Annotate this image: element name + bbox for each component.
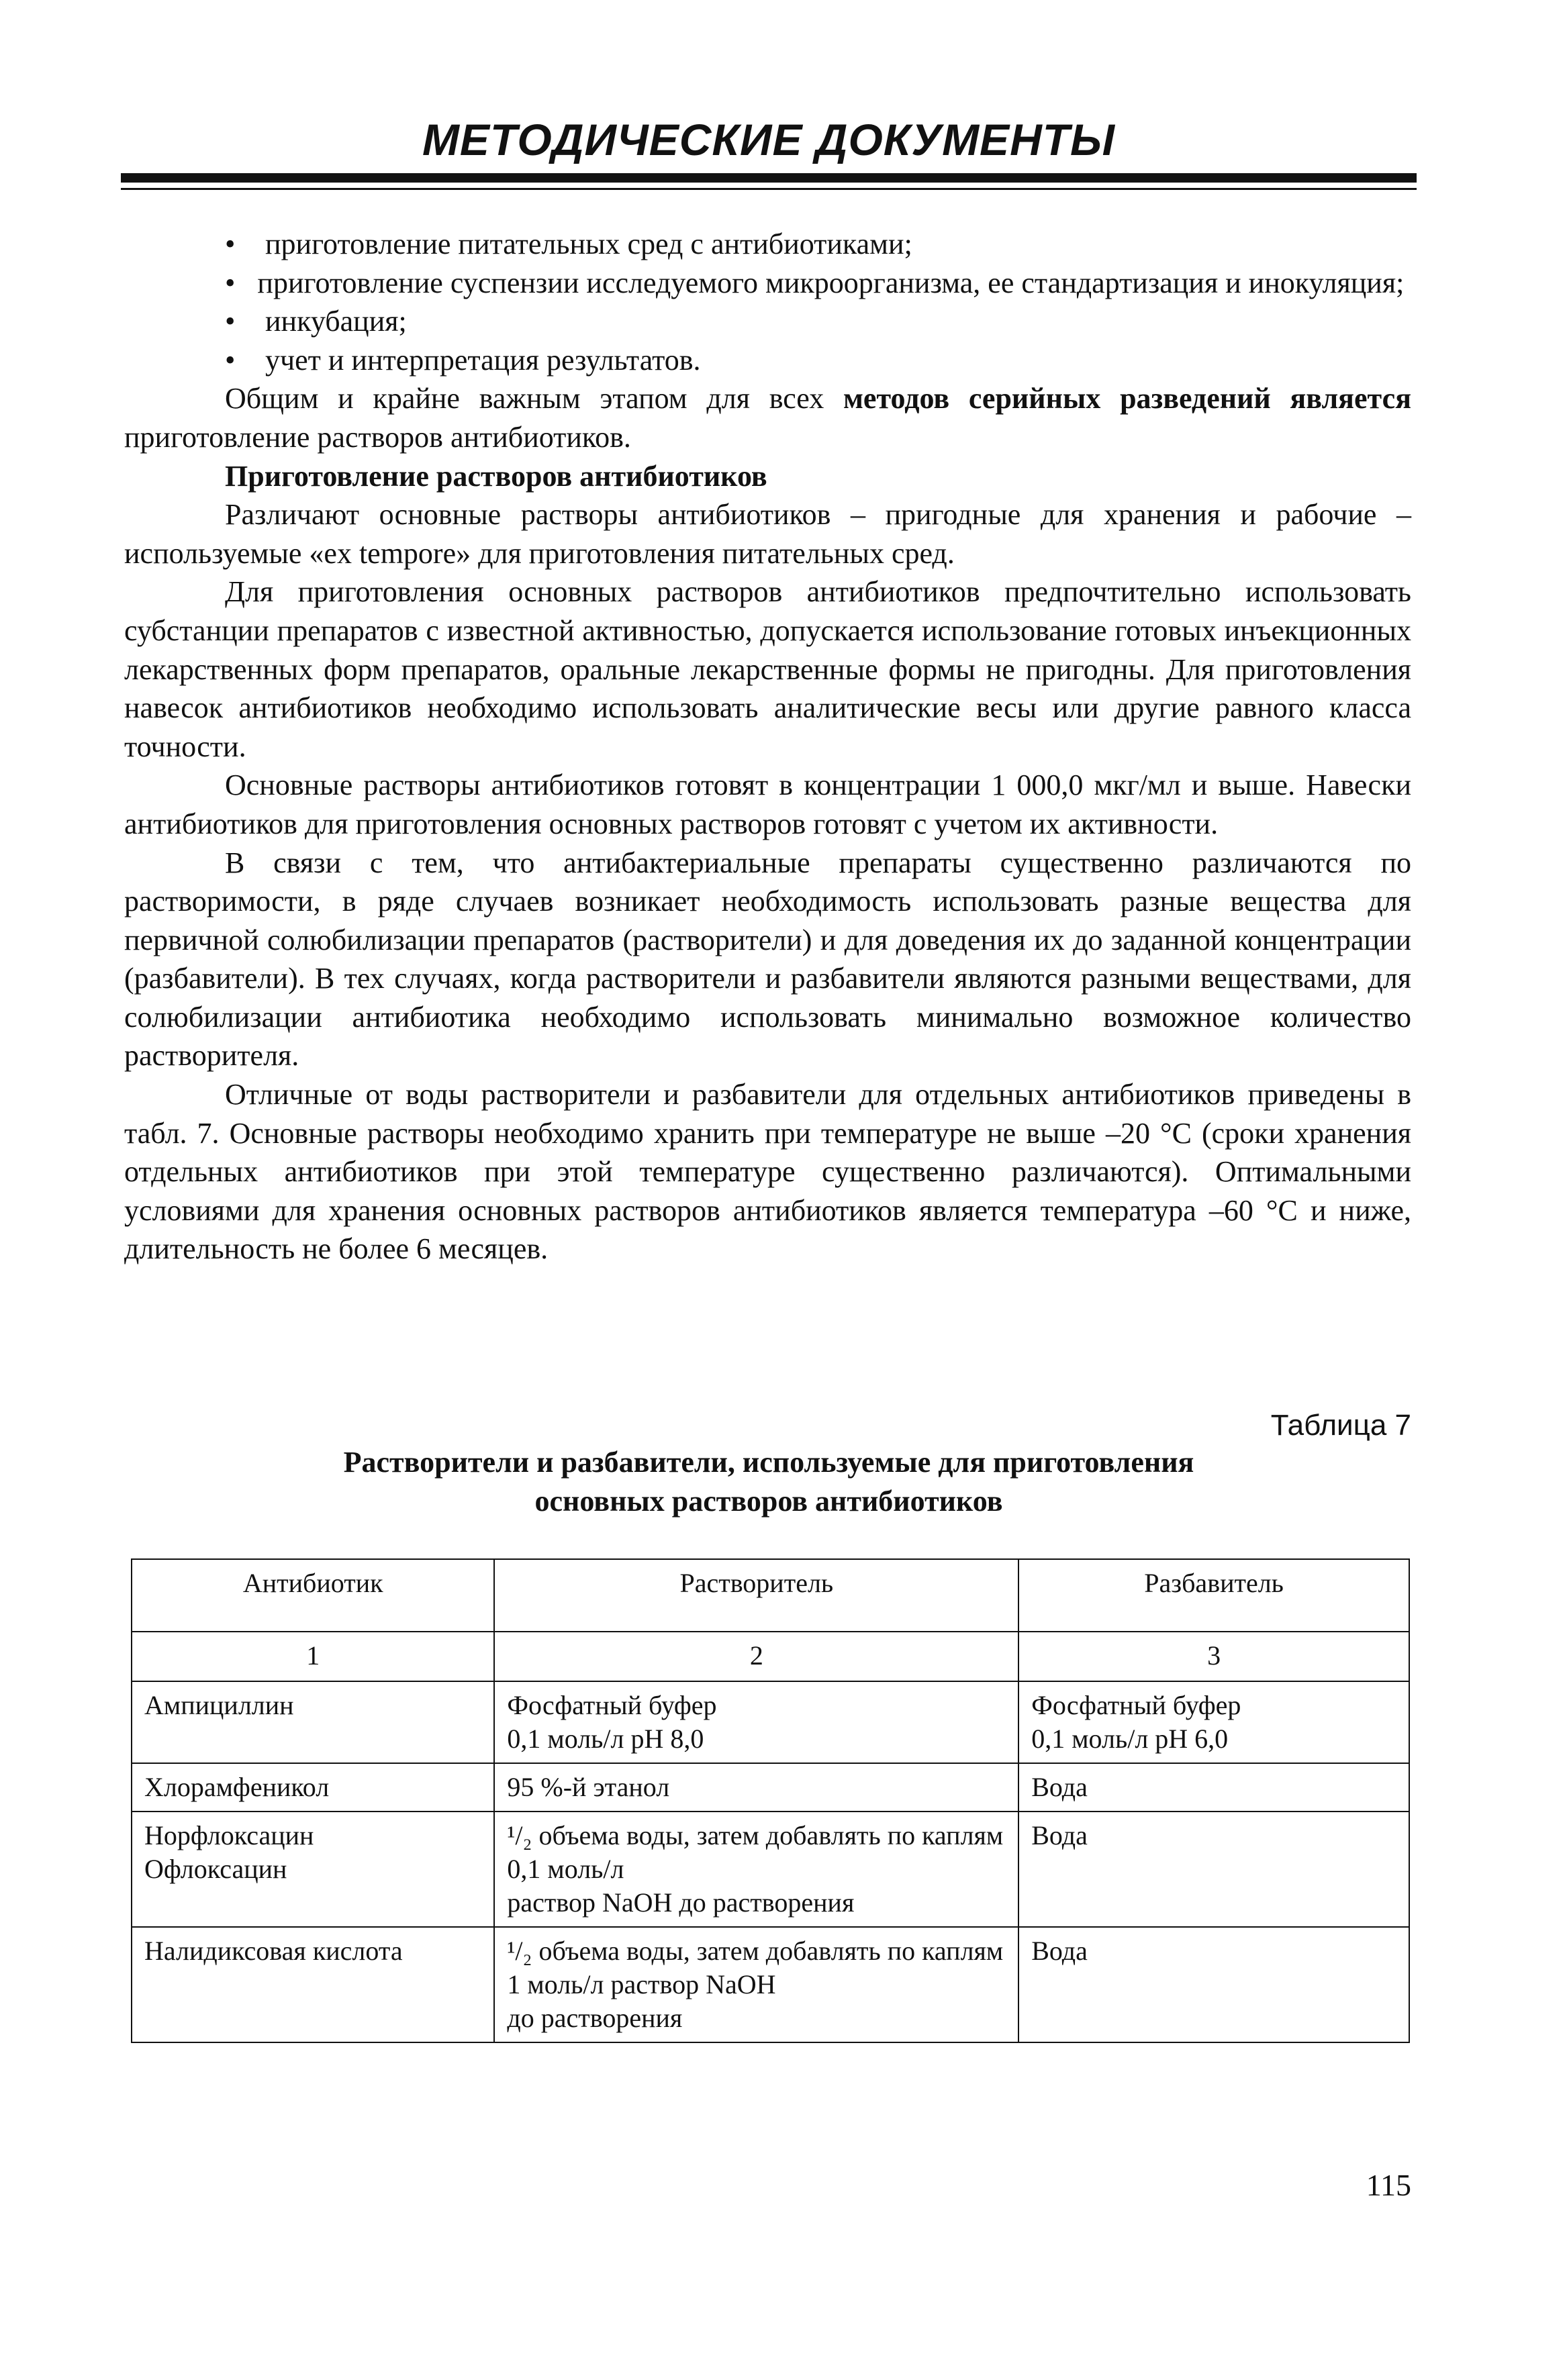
antibiotic-cell — [132, 1812, 494, 1927]
cell-line: Фосфатный буфер — [1031, 1690, 1241, 1720]
cell-line: Ампициллин — [144, 1690, 294, 1720]
cell-line: Хлорамфеникол — [144, 1772, 330, 1802]
bullet-text: инкубация; — [265, 305, 407, 338]
section-subheading: Приготовление растворов антибиотиков — [225, 459, 767, 493]
header-rule-thick — [121, 173, 1417, 183]
bullet-marker: • — [225, 343, 236, 377]
cell-line: Офлоксацин — [144, 1854, 287, 1884]
bullet-marker: • — [225, 266, 236, 299]
paragraph: Различают основные растворы антибиотиков – пригодные для хранения и рабочие – используемые «ex tempore» для приготовления питательных сред. — [124, 498, 1411, 570]
cell-line: Вода — [1031, 1936, 1088, 1966]
bullet-item — [124, 225, 1411, 264]
page-number: 115 — [1366, 2168, 1411, 2202]
solvents-table — [131, 1558, 1410, 2043]
bullet-item — [124, 264, 1411, 303]
diluent-cell — [1018, 1927, 1409, 2042]
table-row — [132, 1763, 1409, 1812]
header-cell-solvent: Растворитель — [494, 1559, 1018, 1632]
cell-line: Налидиксовая кислота — [144, 1936, 403, 1966]
table-title — [121, 1443, 1417, 1521]
cell-line: ¹/₂ объема воды, затем добавлять по каплям — [507, 1820, 1004, 1850]
bullet-marker: • — [225, 228, 236, 260]
paragraph — [124, 379, 1411, 456]
cell-line: Вода — [1031, 1772, 1088, 1802]
running-header: МЕТОДИЧЕСКИЕ ДОКУМЕНТЫ — [422, 115, 1116, 164]
solvent-cell — [494, 1812, 1018, 1927]
bullet-marker: • — [225, 305, 236, 338]
header-rule-thin — [121, 188, 1417, 190]
bullet-item — [124, 302, 1411, 341]
header-cell-diluent: Разбавитель — [1018, 1559, 1409, 1632]
cell-line: 95 %-й этанол — [507, 1772, 670, 1802]
paragraph-lead: Общим и крайне важным этапом для всех — [225, 382, 843, 415]
antibiotic-cell — [132, 1763, 494, 1812]
bullet-text: учет и интерпретация результатов. — [265, 343, 701, 377]
cell-line: раствор NaOH до растворения — [507, 1887, 855, 1918]
table-row — [132, 1927, 1409, 2042]
solvent-cell — [494, 1681, 1018, 1763]
antibiotic-cell — [132, 1681, 494, 1763]
bullet-item — [124, 341, 1411, 380]
table-number-row — [132, 1632, 1409, 1681]
table-row — [132, 1681, 1409, 1763]
table-row — [132, 1812, 1409, 1927]
column-number: 1 — [132, 1632, 494, 1681]
column-number: 3 — [1018, 1632, 1409, 1681]
paragraph-tail: приготовление растворов антибиотиков. — [124, 420, 631, 454]
cell-line: Вода — [1031, 1820, 1088, 1850]
table-title-line: основных растворов антибиотиков — [534, 1485, 1003, 1518]
cell-line: до растворения — [507, 2003, 683, 2033]
diluent-cell — [1018, 1812, 1409, 1927]
solvent-cell — [494, 1927, 1018, 2042]
body-text — [124, 225, 1411, 1269]
paragraph: Для приготовления основных растворов антибиотиков предпочтительно использовать субстанции препаратов с известной активностью, допускается использование готовых инъекционных лекарственных форм препаратов, оральные лекарственные формы не пригодны. Для приготовления навесок антибиотиков необходимо использовать аналитические весы или другие равного класса точности. — [124, 575, 1411, 763]
table-title-line: Растворители и разбавители, используемые для приготовления — [343, 1446, 1194, 1479]
header-cell-antibiotic: Антибиотик — [132, 1559, 494, 1632]
cell-line: ¹/₂ объема воды, затем добавлять по каплям — [507, 1936, 1004, 1966]
diluent-cell — [1018, 1763, 1409, 1812]
cell-line: 0,1 моль/л — [507, 1854, 624, 1884]
table-caption: Таблица 7 — [1270, 1409, 1411, 1442]
cell-line: Фосфатный буфер — [507, 1690, 717, 1720]
paragraph-bold: методов серийных разведений является — [843, 382, 1411, 415]
cell-line: 1 моль/л раствор NaOH — [507, 1969, 776, 1999]
table-header-row — [132, 1559, 1409, 1632]
cell-line: 0,1 моль/л pH 6,0 — [1031, 1724, 1229, 1754]
paragraph: Основные растворы антибиотиков готовят в концентрации 1 000,0 мкг/мл и выше. Навески антибиотиков для приготовления основных растворов готовят с учетом их активности. — [124, 768, 1411, 840]
column-number: 2 — [494, 1632, 1018, 1681]
bullet-text: приготовление суспензии исследуемого микроорганизма, ее стандартизация и инокуляция; — [257, 266, 1405, 299]
cell-line: Норфлоксацин — [144, 1820, 314, 1850]
diluent-cell — [1018, 1681, 1409, 1763]
antibiotic-cell — [132, 1927, 494, 2042]
paragraph: Отличные от воды растворители и разбавители для отдельных антибиотиков приведены в табл. 7. Основные растворы необходимо хранить при температуре не выше –20 °С (сроки хранения отдельных антибиотиков при этой температуре существенно различаются). Оптимальными условиями для хранения основных растворов антибиотиков является температура –60 °С и ниже, длительность не более 6 месяцев. — [124, 1078, 1411, 1266]
paragraph: В связи с тем, что антибактериальные препараты существенно различаются по растворимости, в ряде случаев возникает необходимость использовать разные вещества для первичной солюбилизации препаратов (растворители) и для доведения их до заданной концентрации (разбавители). В тех случаях, когда растворители и разбавители являются разными веществами, для солюбилизации антибиотика необходимо использовать минимально возможное количество растворителя. — [124, 846, 1411, 1073]
solvent-cell — [494, 1763, 1018, 1812]
bullet-text: приготовление питательных сред с антибиотиками; — [265, 228, 912, 260]
cell-line: 0,1 моль/л pH 8,0 — [507, 1724, 704, 1754]
